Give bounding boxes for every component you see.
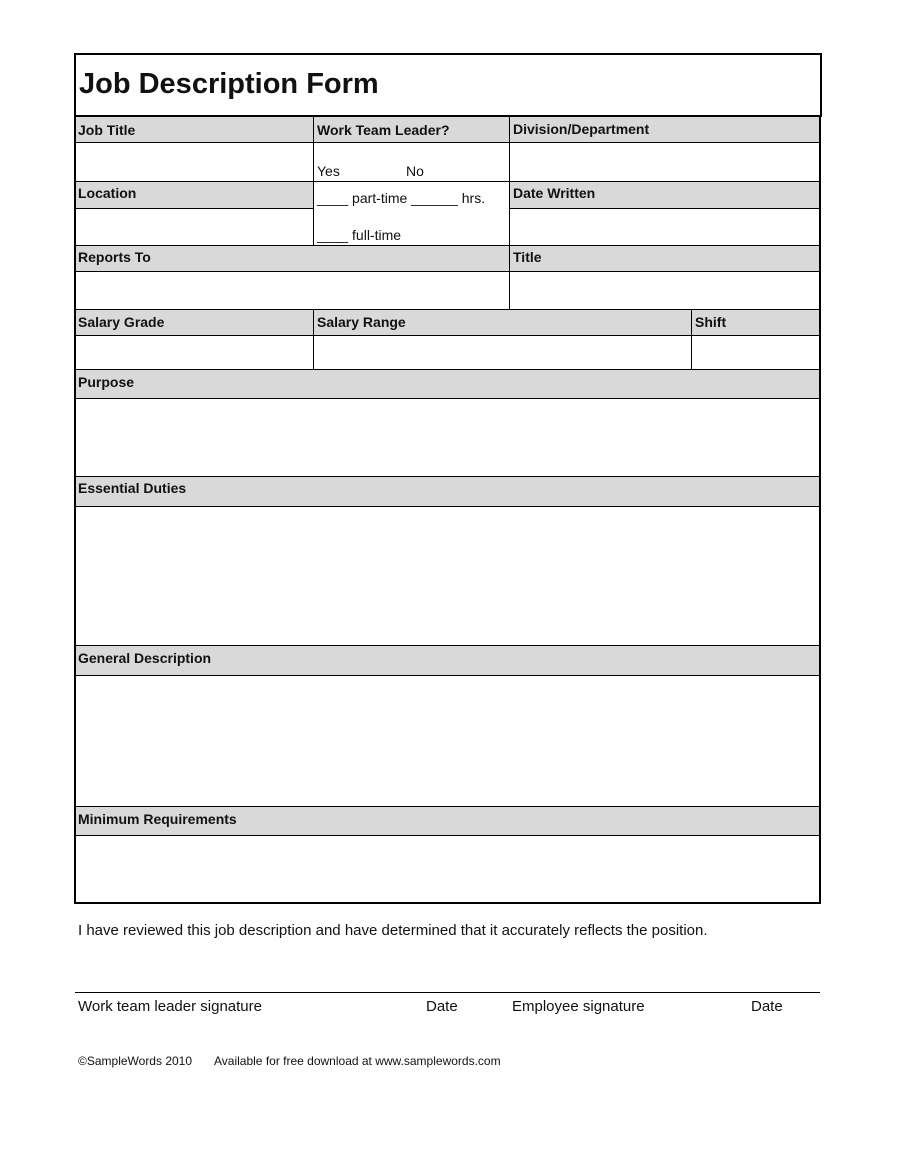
location-field[interactable]: [76, 209, 313, 245]
form-title: Job Description Form: [79, 68, 379, 100]
job-title-field[interactable]: [76, 143, 313, 181]
header-row-reports: [75, 246, 820, 272]
leader-date-label: Date: [426, 998, 458, 1015]
hline: [74, 369, 821, 370]
leader-signature-label: Work team leader signature: [78, 998, 262, 1015]
header-row-duties: [75, 477, 820, 507]
header-row-purpose: [75, 370, 820, 399]
copyright-text: ©SampleWords 2010: [78, 1054, 193, 1068]
salary-range-label: Salary Range: [317, 314, 406, 330]
purpose-label: Purpose: [78, 374, 135, 390]
division-department-field[interactable]: [510, 143, 819, 181]
hline: [74, 181, 821, 182]
review-statement: I have reviewed this job description and have determined that it accurately reflects the position.: [78, 922, 708, 939]
hline: [74, 245, 821, 246]
employee-date-label: Date: [751, 998, 783, 1015]
signature-line[interactable]: [75, 992, 820, 993]
minimum-requirements-label: Minimum Requirements: [78, 811, 237, 827]
date-written-label: Date Written: [513, 185, 596, 201]
division-department-label: Division/Department: [513, 121, 650, 137]
no-option[interactable]: No: [406, 163, 424, 179]
location-label: Location: [78, 185, 137, 201]
job-title-label: Job Title: [78, 122, 136, 138]
hline: [74, 645, 821, 646]
shift-field[interactable]: [692, 336, 819, 369]
download-text[interactable]: Available for free download at www.samplewords.com: [214, 1054, 501, 1068]
employee-signature-label: Employee signature: [512, 998, 645, 1015]
hline: [74, 309, 821, 310]
full-time-option[interactable]: ____ full-time: [317, 227, 402, 243]
shift-label: Shift: [695, 314, 727, 330]
title-label: Title: [513, 249, 542, 265]
reports-to-field[interactable]: [76, 272, 509, 309]
reports-to-label: Reports To: [78, 249, 151, 265]
title-field[interactable]: [510, 272, 819, 309]
essential-duties-label: Essential Duties: [78, 480, 187, 496]
purpose-field[interactable]: [76, 399, 819, 476]
general-description-field[interactable]: [76, 676, 819, 806]
minimum-requirements-field[interactable]: [76, 836, 819, 902]
table-right-border: [819, 117, 821, 904]
hline: [74, 476, 821, 477]
work-team-leader-label: Work Team Leader?: [317, 122, 450, 138]
salary-grade-field[interactable]: [76, 336, 313, 369]
date-written-field[interactable]: [510, 209, 819, 245]
part-time-option[interactable]: ____ part-time ______ hrs.: [317, 190, 486, 206]
hline: [74, 806, 821, 807]
vline: [313, 117, 314, 246]
yes-option[interactable]: Yes: [317, 163, 340, 179]
essential-duties-field[interactable]: [76, 507, 819, 645]
general-description-label: General Description: [78, 650, 212, 666]
salary-range-field[interactable]: [314, 336, 691, 369]
salary-grade-label: Salary Grade: [78, 314, 165, 330]
table-bottom-border: [74, 902, 821, 904]
